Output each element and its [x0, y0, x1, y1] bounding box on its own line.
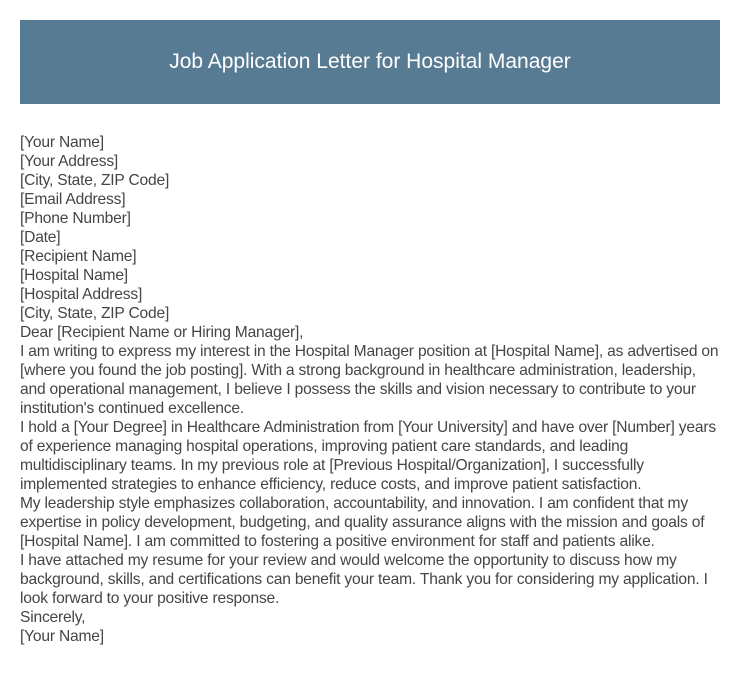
page-header — [20, 20, 720, 104]
paragraph-experience: I hold a [Your Degree] in Healthcare Administration from [Your University] and have over [Number] years of experience managing hospital operations, improving patient care standards, and leading multidisciplinary teams. In my previous role at [Previous Hospital/Organization], I successfully implemented strategies to enhance efficiency, reduce costs, and improve patient satisfaction. — [20, 419, 716, 493]
closing: Sincerely, — [20, 609, 86, 626]
recipient-hospital-name: [Hospital Name] — [20, 267, 128, 284]
recipient-name: [Recipient Name] — [20, 248, 137, 265]
paragraph-intro: I am writing to express my interest in the Hospital Manager position at [Hospital Name], as advertised on [where you found the job posting]. With a strong background in healthcare administration, leadership, and operational management, I believe I possess the skills and vision necessary to contribute to your institution's continued excellence. — [20, 343, 719, 417]
recipient-hospital-address: [Hospital Address] — [20, 286, 143, 303]
letter-body — [20, 133, 720, 646]
recipient-city-state-zip: [City, State, ZIP Code] — [20, 305, 170, 322]
sender-address: [Your Address] — [20, 153, 119, 170]
sender-phone: [Phone Number] — [20, 210, 131, 227]
signature: [Your Name] — [20, 628, 104, 645]
sender-city-state-zip: [City, State, ZIP Code] — [20, 172, 170, 189]
page-title: Job Application Letter for Hospital Manager — [169, 50, 571, 73]
sender-email: [Email Address] — [20, 191, 126, 208]
letter-date: [Date] — [20, 229, 61, 246]
sender-name: [Your Name] — [20, 134, 104, 151]
paragraph-leadership: My leadership style emphasizes collaboration, accountability, and innovation. I am confident that my expertise in policy development, budgeting, and quality assurance aligns with the mission and goals of [Hospital Name]. I am committed to fostering a positive environment for staff and patients alike. — [20, 495, 705, 550]
paragraph-closing: I have attached my resume for your review and would welcome the opportunity to discuss how my background, skills, and certifications can benefit your team. Thank you for considering my application. I look forward to your positive response. — [20, 552, 708, 607]
salutation: Dear [Recipient Name or Hiring Manager], — [20, 324, 304, 341]
